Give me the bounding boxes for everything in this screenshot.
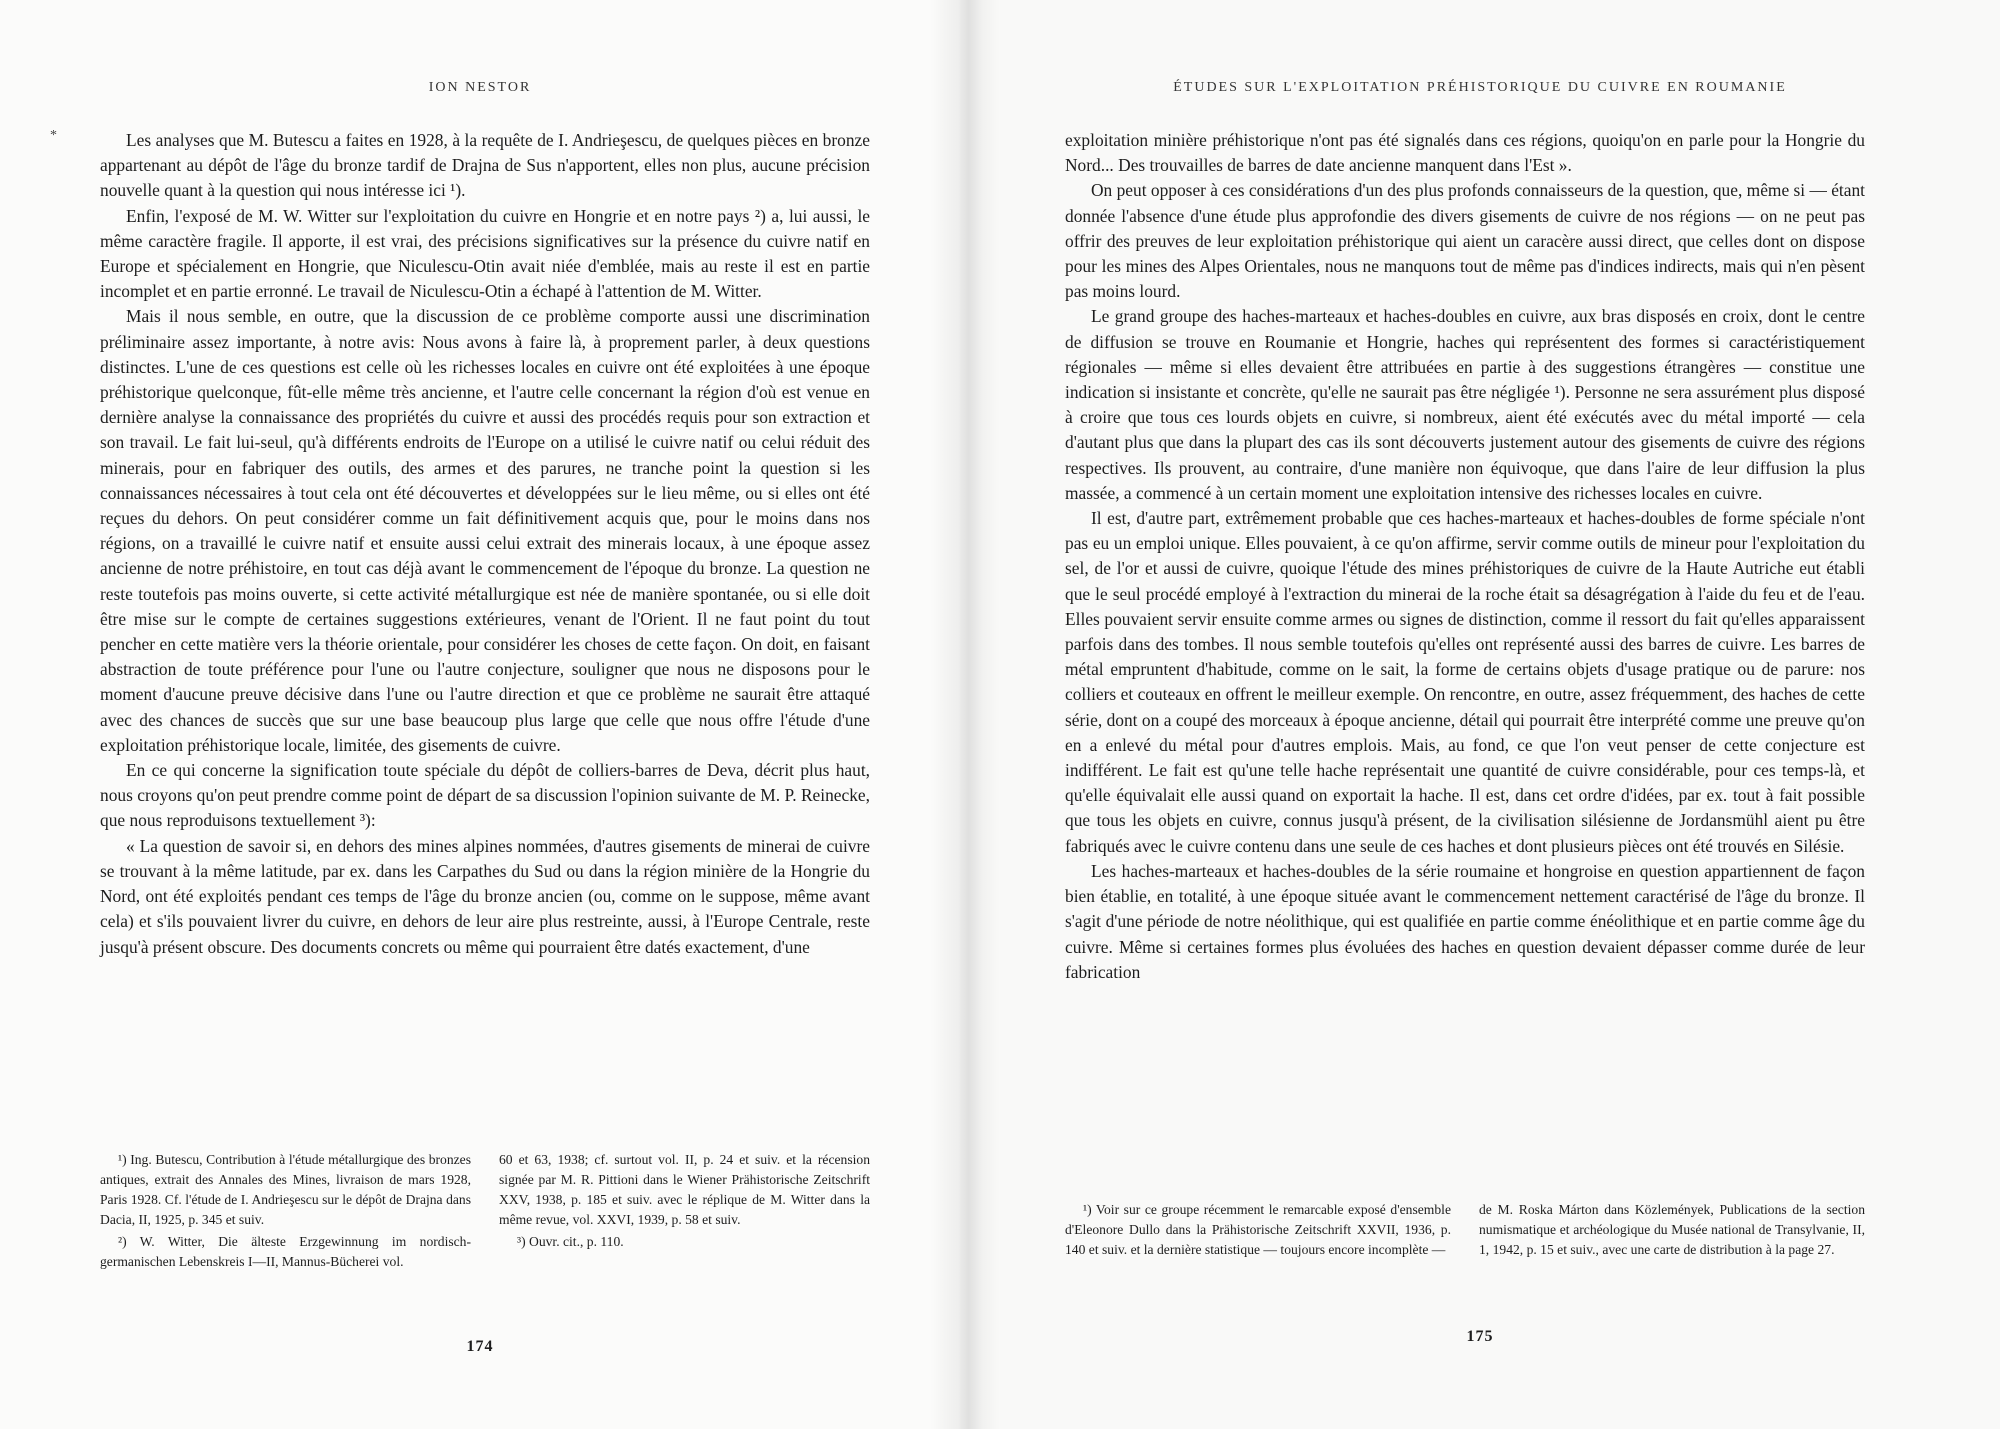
- paragraph: En ce qui concerne la signification toute spéciale du dépôt de colliers-barres de Deva, décrit plus haut, nous croyons qu'on peut prendre comme point de départ de sa discussion l'opinion suivante de M. P. Reinecke, que nous reproduisons textuellement ³):: [100, 760, 870, 831]
- footnote-column: [1479, 1200, 1865, 1262]
- paragraph: Les analyses que M. Butescu a faites en 1928, à la requête de I. Andrieşescu, de quelques pièces en bronze appartenant au dépôt de l'âge du bronze tardif de Drajna de Sus n'apportent, elles non plus, aucune précision nouvelle quant à la question qui nous intéresse ici ¹).: [100, 130, 870, 201]
- footnote-column: [100, 1150, 471, 1274]
- margin-mark: *: [50, 128, 57, 143]
- footnotes: [1065, 1200, 1865, 1262]
- footnote: 60 et 63, 1938; cf. surtout vol. II, p. 24 et suiv. et la récension signée par M. R. Pittioni dans le Wiener Prähistorische Zeitschrift XXV, 1938, p. 185 et suiv. avec le réplique de M. Witter dans la même revue, vol. XXVI, 1939, p. 58 et suiv.: [499, 1152, 870, 1227]
- footnote: ¹) Voir sur ce groupe récemment le remarcable exposé d'ensemble d'Eleonore Dullo dans la Prähistorische Zeitschrift XXVII, 1936, p. 140 et suiv. et la dernière statistique — toujours encore incomplète —: [1065, 1202, 1451, 1257]
- right-page: [960, 0, 2000, 1429]
- left-page: [0, 0, 960, 1429]
- footnote: ¹) Ing. Butescu, Contribution à l'étude métallurgique des bronzes antiques, extrait des Annales des Mines, livraison de mars 1928, Paris 1928. Cf. l'étude de I. Andrieşescu sur le dépôt de Drajna dans Dacia, II, 1925, p. 345 et suiv.: [100, 1152, 471, 1227]
- paragraph: Les haches-marteaux et haches-doubles de la série roumaine et hongroise en question appartiennent de façon bien établie, en totalité, à une époque située avant le commencement nettement caractérisé de l'âge du bronze. Il s'agit d'une période de notre néolithique, qui est qualifiée en partie comme énéolithique et en partie comme âge du cuivre. Même si certaines formes plus évoluées des haches en question devaient dépasser comme durée de leur fabrication: [1065, 860, 1865, 982]
- footnote: ²) W. Witter, Die älteste Erzgewinnung im nordisch-germanischen Lebenskreis I—II, Mannus-Bücherei vol.: [100, 1234, 471, 1269]
- footnote: ³) Ouvr. cit., p. 110.: [517, 1234, 624, 1249]
- paragraph: On peut opposer à ces considérations d'un des plus profonds connaisseurs de la question, que, même si — étant donnée l'absence d'une étude plus approfondie des divers gisements de cuivre de nos régions — on ne peut pas offrir des preuves de leur exploitation préhistorique qui aient un caracère aussi direct, que celles dont on dispose pour les mines des Alpes Orientales, nous ne manquons tout de même pas d'indices indirects, mais qui n'en pèsent pas moins lourd.: [1065, 180, 1865, 302]
- paragraph: Mais il nous semble, en outre, que la discussion de ce problème comporte aussi une discrimination préliminaire assez importante, à notre avis: Nous avons à faire là, à proprement parler, à deux questions distinctes. L'une de ces questions est celle où les richesses locales en cuivre ont été exploitées à une époque préhistorique quelconque, fût-elle même très ancienne, et l'autre celle concernant la région d'où est venue en dernière analyse la connaissance des propriétés du cuivre et aussi des procédés requis pour son extraction et son travail. Le fait lui-seul, qu'à différents endroits de l'Europe on a utilisé le cuivre natif ou celui réduit des minerais, pour en fabriquer des outils, des armes et des parures, ne tranche point la question si les connaissances nécessaires à tout cela ont été découvertes et développées sur le lieu même, ou si elles ont été reçues du dehors. On peut considérer comme un fait définitivement acquis que, pour le moins dans nos régions, on a travaillé le cuivre natif et ensuite aussi celui extrait des minerais locaux, à une époque assez ancienne de notre préhistoire, en tout cas déjà avant le commencement de l'époque du bronze. La question ne reste toutefois pas moins ouverte, si cette activité métallurgique est née de manière spontanée, ou si elle doit être mise sur le compte de certaines suggestions extérieures, venant de l'Orient. Il ne faut point du tout pencher en cette matière vers la théorie orientale, pour considérer les choses de cette façon. On doit, en faisant abstraction de toute préférence pour l'une ou l'autre conjecture, souligner que nous ne disposons pour le moment d'aucune preuve décisive dans l'une ou l'autre direction et que ce problème ne saurait être attaqué avec des chances de succès que sur une base beaucoup plus large que celle que nous offre l'étude d'une exploitation préhistorique locale, limitée, des gisements de cuivre.: [100, 306, 870, 755]
- page-number: 174: [466, 1338, 494, 1355]
- paragraph: Le grand groupe des haches-marteaux et haches-doubles en cuivre, aux bras disposés en croix, dont le centre de diffusion se trouve en Roumanie et Hongrie, haches qui représentent des formes si caractéristiquement régionales — même si elles devaient être attribuées en partie à des suggestions étrangères — constitue une indication si insistante et concrète, qu'elle ne saurait pas être négligée ¹). Personne ne sera assurément plus disposé à croire que tous ces lourds objets en cuivre, si nombreux, aient été exécutés avec du métal importé — cela d'autant plus que dans la plupart des cas ils sont découverts justement autour des gisements de cuivre des régions respectives. Ils prouvent, au contraire, d'une manière non équivoque, que dans l'aire de leur diffusion la plus massée, a commencé à un certain moment une exploitation intensive des richesses locales en cuivre.: [1065, 306, 1865, 503]
- paragraph: exploitation minière préhistorique n'ont pas été signalés dans ces régions, quoiqu'on en parle pour la Hongrie du Nord... Des trouvailles de barres de date ancienne manquent dans l'Est ».: [1065, 130, 1865, 176]
- paragraph: Enfin, l'exposé de M. W. Witter sur l'exploitation du cuivre en Hongrie et en notre pays ²) a, lui aussi, le même caractère fragile. Il apporte, il est vrai, des précisions significatives sur la présence du cuivre natif en Europe et spécialement en Hongrie, que Niculescu-Otin avait niée d'emblée, mais au reste il est en partie incomplet et en partie erronné. Le travail de Niculescu-Otin a échapé à l'attention de M. Witter.: [100, 205, 870, 302]
- footnote-column: [499, 1150, 870, 1274]
- page-number: 175: [1466, 1328, 1494, 1345]
- running-head: ÉTUDES SUR L'EXPLOITATION PRÉHISTORIQUE DU CUIVRE EN ROUMANIE: [1173, 80, 1787, 95]
- body-text: [1065, 128, 1865, 985]
- footnote: de M. Roska Márton dans Közlemények, Publications de la section numismatique et archéologique du Musée national de Transylvanie, II, 1, 1942, p. 15 et suiv., avec une carte de distribution à la page 27.: [1479, 1202, 1865, 1257]
- footnotes: [100, 1150, 870, 1274]
- running-head: ION NESTOR: [428, 80, 532, 95]
- paragraph: « La question de savoir si, en dehors des mines alpines nommées, d'autres gisements de minerai de cuivre se trouvant à la même latitude, par ex. dans les Carpathes du Sud ou dans la région minière de la Hongrie du Nord, ont été exploités pendant ces temps de l'âge du bronze ancien (ou, comme on le suppose, même avant cela) et s'ils pouvaient livrer du cuivre, en dehors de leur aire plus restreinte, aussi, à l'Europe Centrale, reste jusqu'à présent obscure. Des documents concrets ou même qui pourraient être datés exactement, d'une: [100, 835, 870, 957]
- body-text: [100, 128, 870, 960]
- paragraph: Il est, d'autre part, extrêmement probable que ces haches-marteaux et haches-doubles de forme spéciale n'ont pas eu un emploi unique. Elles pouvaient, à ce qu'on affirme, servir comme outils de mineur pour l'exploitation du sel, de l'or et aussi de cuivre, quoique l'étude des mines préhistoriques de cuivre de la Haute Autriche eut établi que le seul procédé employé à l'extraction du minerai de la roche était sa désagrégation à l'aide du feu et de l'eau. Elles pouvaient servir ensuite comme armes ou signes de distinction, comme il ressort du fait qu'elles apparaissent parfois dans des tombes. Il nous semble toutefois qu'elles ont représenté aussi des barres de cuivre. Les barres de métal empruntent d'habitude, comme on le sait, la forme de certains objets d'usage pratique ou de parure: nos colliers et couteaux en offrent le meilleur exemple. On rencontre, en outre, assez fréquemment, des haches de cette série, dont on a coupé des morceaux à époque ancienne, détail qui pourrait être interprété comme une preuve qu'on en a enlevé du métal pour d'autres emplois. Mais, au fond, ce que l'on veut penser de cette conjecture est indifférent. Le fait est qu'une telle hache représentait une quantité de cuivre considérable, pour ces temps-là, et qu'elle équivalait elle aussi quand on exportait la hache. Il est, dans cet ordre d'idées, par ex. tout à fait possible que tous les objets en cuivre, connus jusqu'à présent, de la civilisation silésienne de Jordansmühl aient pu être fabriqués avec le cuivre contenu dans une seule de ces haches et dont plusieurs pièces ont été trouvés en Silésie.: [1065, 508, 1865, 856]
- footnote-column: [1065, 1200, 1451, 1262]
